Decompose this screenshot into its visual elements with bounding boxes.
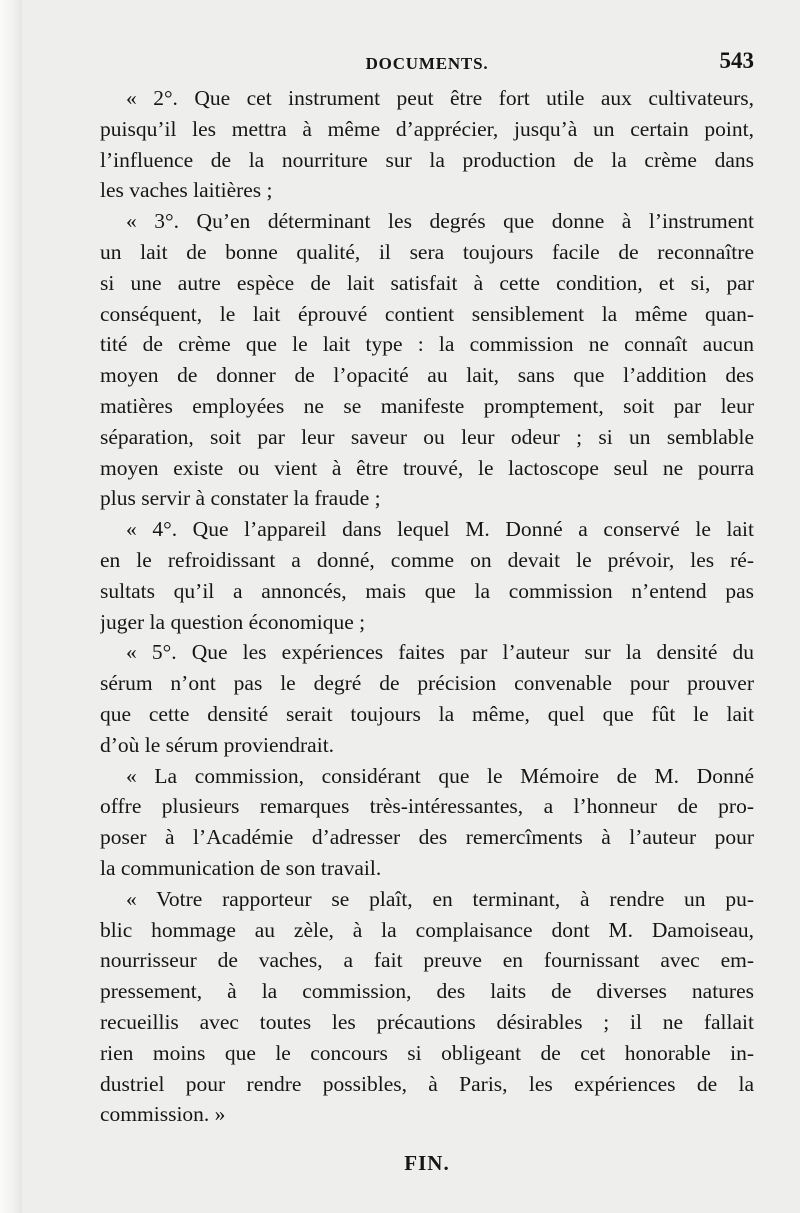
text-line: « La commission, considérant que le Mémoire de M. Donné [126,763,754,788]
text-line: dustriel pour rendre possibles, à Paris, les expériences de la [100,1071,754,1096]
page-header [100,48,754,78]
text-line: offre plusieurs remarques très-intéressantes, a l’honneur de pro- [100,794,754,819]
text-line: nourrisseur de vaches, a fait preuve en fournissant avec em- [100,948,754,973]
page-number: 543 [719,48,754,73]
text-line: un lait de bonne qualité, il sera toujours facile de reconnaître [100,239,754,264]
text-line: pressement, à la commission, des laits de diverses natures [100,979,754,1004]
text-line: commission. » [100,1102,226,1127]
text-line: conséquent, le lait éprouvé contient sensiblement la même quan- [100,301,754,326]
text-line: moyen existe ou vient à être trouvé, le lactoscope seul ne pourra [100,455,754,480]
text-line: juger la question économique ; [100,609,366,634]
text-line: sultats qu’il a annoncés, mais que la commission n’entend pas [100,578,754,603]
text-line: « 4°. Que l’appareil dans lequel M. Donné a conservé le lait [126,517,754,542]
text-line: sérum n’ont pas le degré de précision convenable pour prouver [100,671,754,696]
text-line: « Votre rapporteur se plaît, en terminant, à rendre un pu- [126,886,754,911]
text-line: rien moins que le concours si obligeant de cet honorable in- [100,1040,754,1065]
text-line: d’où le sérum proviendrait. [100,732,335,757]
text-line: « 5°. Que les expériences faites par l’auteur sur la densité du [126,640,754,665]
text-line: l’influence de la nourriture sur la production de la crème dans [100,147,754,172]
text-line: les vaches laitières ; [100,178,273,203]
text-line: tité de crème que le lait type : la commission ne connaît aucun [100,332,754,357]
text-line: puisqu’il les mettra à même d’apprécier, jusqu’à un certain point, [100,116,754,141]
body-text [100,83,754,1130]
end-mark: FIN. [404,1151,450,1175]
text-line: séparation, soit par leur saveur ou leur odeur ; si un semblable [100,424,754,449]
text-line: blic hommage au zèle, à la complaisance dont M. Damoiseau, [100,917,754,942]
running-head: DOCUMENTS. [365,54,489,73]
text-line: en le refroidissant a donné, comme on devait le prévoir, les ré- [100,547,754,572]
text-line: si une autre espèce de lait satisfait à cette condition, et si, par [100,270,754,295]
text-line: « 3°. Qu’en déterminant les degrés que donne à l’instrument [126,209,754,234]
text-line: moyen de donner de l’opacité au lait, sans que l’addition des [100,363,754,388]
page-gutter-shadow [0,0,22,1213]
text-line: plus servir à constater la fraude ; [100,486,381,511]
text-line: « 2°. Que cet instrument peut être fort utile aux cultivateurs, [126,86,754,110]
text-line: que cette densité serait toujours la même, quel que fût le lait [100,701,754,726]
text-line: recueillis avec toutes les précautions désirables ; il ne fallait [100,1009,754,1034]
text-line: la communication de son travail. [100,855,382,880]
text-line: poser à l’Académie d’adresser des remercîments à l’auteur pour [100,825,754,850]
text-line: matières employées ne se manifeste promptement, soit par leur [100,393,754,418]
